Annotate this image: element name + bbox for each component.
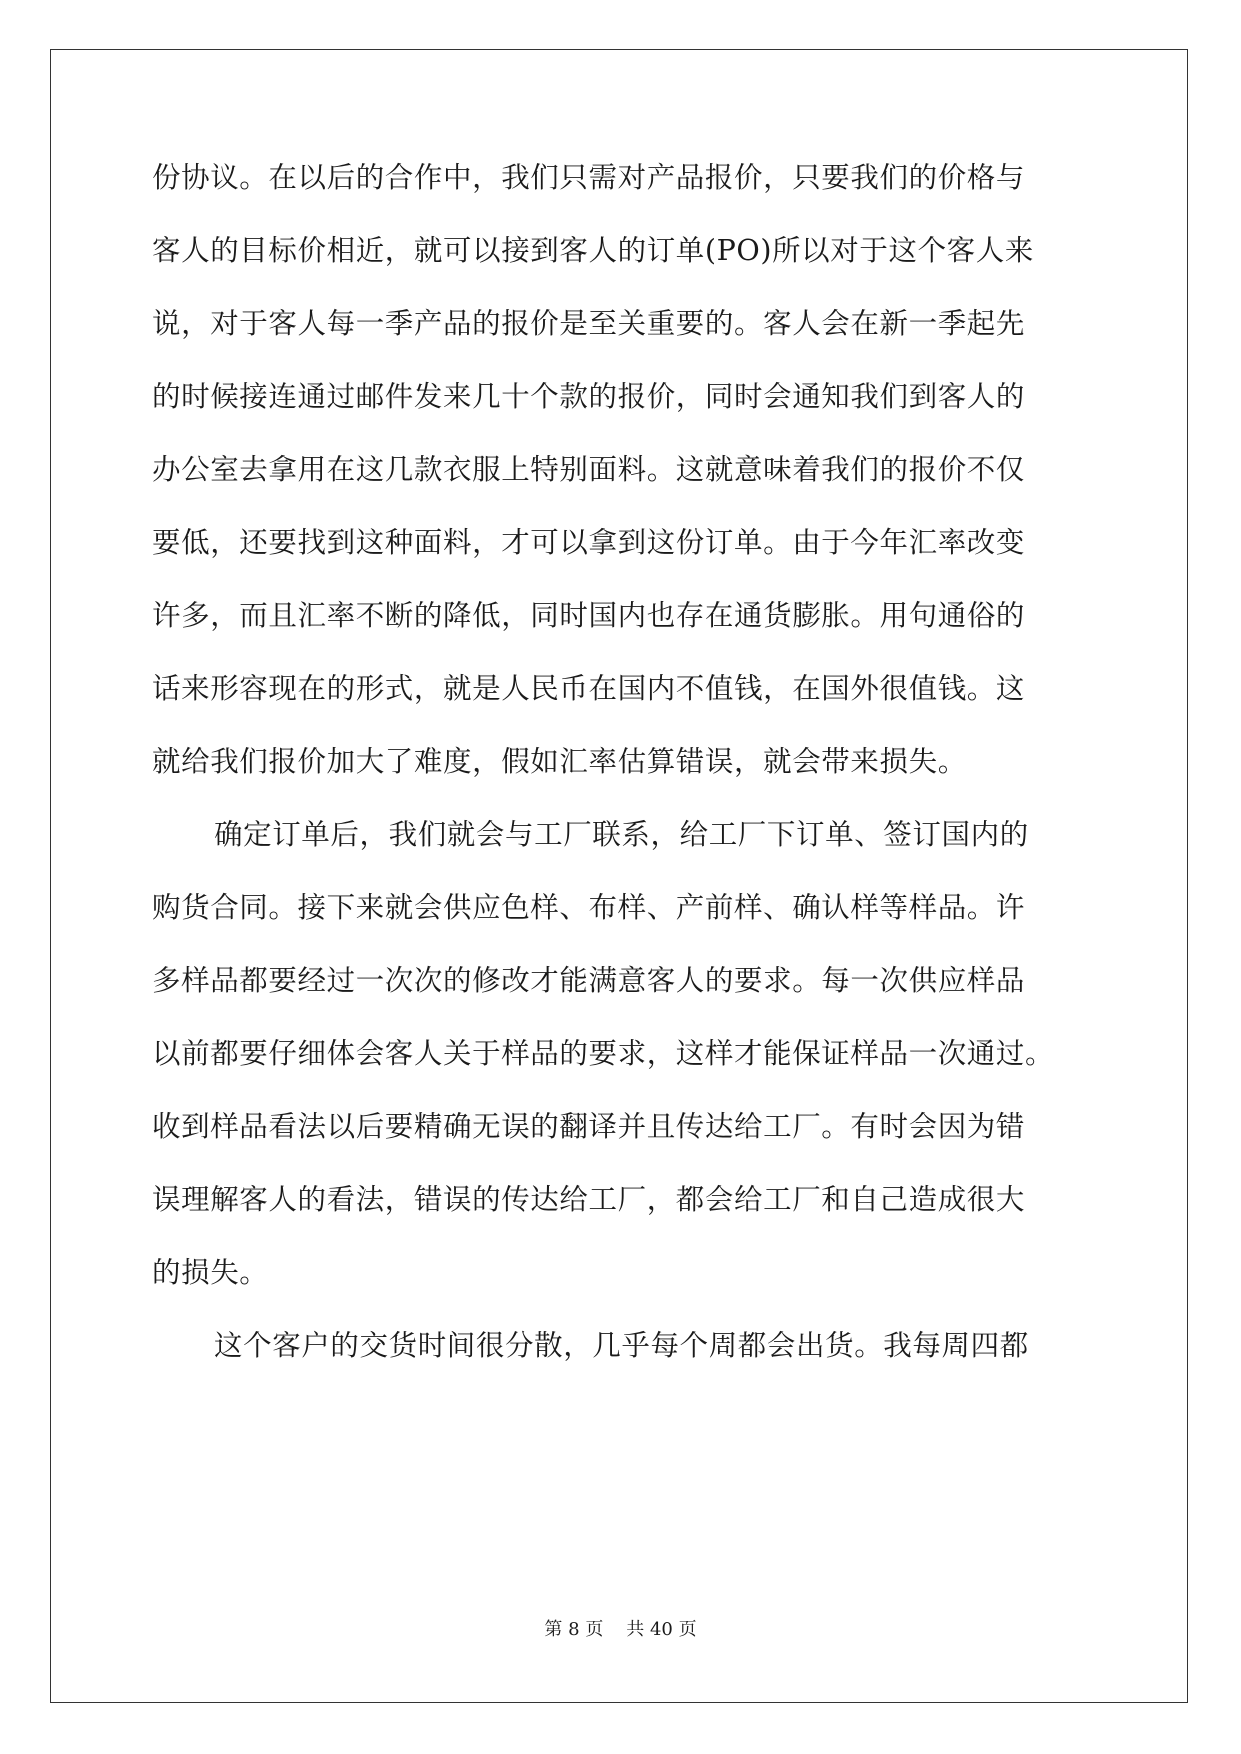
- text-line: 以前都要仔细体会客人关于样品的要求，这样才能保证样品一次通过。: [152, 1037, 1055, 1070]
- page-border: [50, 49, 1188, 1703]
- text-line: 话来形容现在的形式，就是人民币在国内不值钱，在国外很值钱。这: [152, 672, 1026, 705]
- text-line: 客人的目标价相近，就可以接到客人的订单(PO)所以对于这个客人来: [152, 234, 1034, 267]
- paragraph-start-line: 确定订单后，我们就会与工厂联系，给工厂下订单、签订国内的: [214, 818, 1029, 851]
- text-line: 说，对于客人每一季产品的报价是至关重要的。客人会在新一季起先: [152, 307, 1026, 340]
- text-line: 许多，而且汇率不断的降低，同时国内也存在通货膨胀。用句通俗的: [152, 599, 1026, 632]
- text-line: 就给我们报价加大了难度，假如汇率估算错误，就会带来损失。: [152, 745, 967, 778]
- paragraph-start-line: 这个客户的交货时间很分散，几乎每个周都会出货。我每周四都: [214, 1329, 1029, 1362]
- page-total: 共 40 页: [626, 1619, 697, 1640]
- text-line: 多样品都要经过一次次的修改才能满意客人的要求。每一次供应样品: [152, 964, 1026, 997]
- text-line: 份协议。在以后的合作中，我们只需对产品报价，只要我们的价格与: [152, 161, 1026, 194]
- text-line: 购货合同。接下来就会供应色样、布样、产前样、确认样等样品。许: [152, 891, 1026, 924]
- text-line: 要低，还要找到这种面料，才可以拿到这份订单。由于今年汇率改变: [152, 526, 1026, 559]
- page-number: 第 8 页: [544, 1619, 604, 1640]
- text-line: 误理解客人的看法，错误的传达给工厂，都会给工厂和自己造成很大: [152, 1183, 1026, 1216]
- text-line: 收到样品看法以后要精确无误的翻译并且传达给工厂。有时会因为错: [152, 1110, 1026, 1143]
- text-line: 办公室去拿用在这几款衣服上特别面料。这就意味着我们的报价不仅: [152, 453, 1026, 486]
- text-line: 的损失。: [152, 1256, 269, 1289]
- page-footer: [0, 1618, 1241, 1642]
- text-line: 的时候接连通过邮件发来几十个款的报价，同时会通知我们到客人的: [152, 380, 1026, 413]
